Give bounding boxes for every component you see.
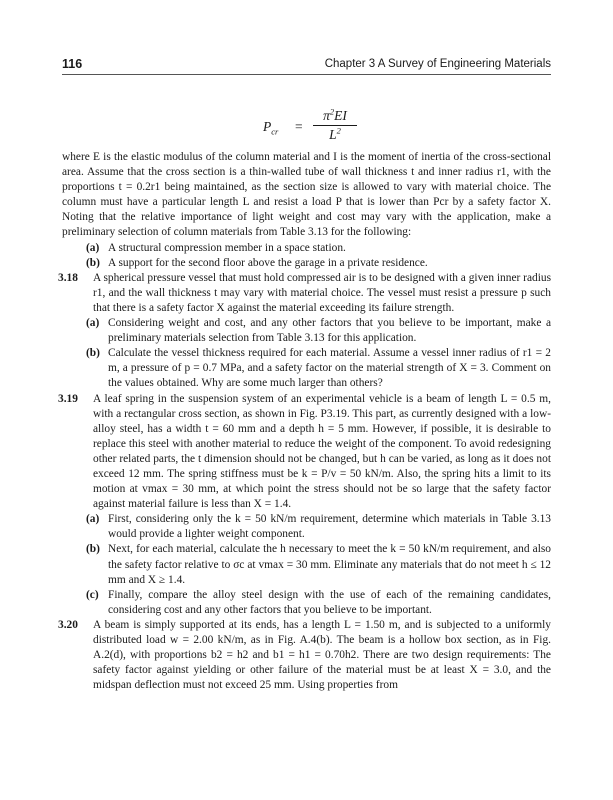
equation-denominator: $L^2$ (329, 125, 341, 142)
problem-3-18-item-b: (b) Calculate the vessel thickness required for each material. Assume a vessel inner radius of r1 = 2 m, a pressure of p = 0.7 MPa, and a safety factor on the material strength of X = 3. Comment on the values obtained. Why are some much larger than others? (86, 347, 551, 390)
problem-text: A beam is simply supported at its ends, has a length L = 1.50 m, and is subjected to a uniformly distributed load w = 2.00 kN/m, as in Fig. A.4(b). The beam is a hollow box section, as in Fig. A.2(d), with proportions b2 = h2 and b1 = h1 = 0.70h2. There are two design requirements: The safety factor against yielding or other failure of the material must be at least X = 3.0, and the midspan deflection must not exceed 25 mm. Using properties from (93, 618, 551, 692)
problem-3-18 (58, 271, 551, 316)
problem-number: 3.19 (58, 392, 78, 405)
chapter-title: Chapter 3 A Survey of Engineering Materials (324, 58, 551, 70)
problem-text: A leaf spring in the suspension system of an experimental vehicle is a beam of length L = 0.5 m, with a rectangular cross section, as shown in Fig. P3.19. This part, as currently designed with a low-alloy steel, has a width t = 60 mm and a depth h = 5 mm. However, if possible, it is desirable to replace this steel with another material to reduce the weight of the component. To avoid redesigning other related parts, the t dimension should not be changed, but h can be varied, as long as it does not exceed 12 mm. The spring stiffness must be k = P/v = 50 kN/m. Also, the spring hits a limit to its motion at vmax = 30 mm, at which point the stress should not be so large that the safety factor against material failure is less than X = 1.4. (93, 392, 551, 511)
page-header (62, 57, 551, 75)
problem-3-19 (58, 392, 551, 513)
problem-number: 3.20 (58, 618, 78, 631)
critical-load-equation: $P_{cr}$ = $\pi^2EI$ $L^2$ (263, 108, 363, 148)
problem-3-20 (58, 618, 551, 693)
equation-fraction (313, 108, 357, 143)
problem-text: A spherical pressure vessel that must hold compressed air is to be designed with a given inner radius r1, and the wall thickness t may vary with material choice. The vessel must resist a pressure p such that there is a safety factor X against the material exceeding its failure strength. (93, 271, 551, 314)
problem-3-18-item-a: (a) Considering weight and cost, and any other factors that you believe to be important, make a preliminary materials selection from Table 3.13 for this application. (86, 317, 551, 345)
page-number: 116 (62, 57, 83, 71)
header-rule (62, 74, 551, 75)
problem-3-19-item-a: (a) First, considering only the k = 50 kN/m requirement, determine which materials in Table 3.13 would provide a lighter weight component. (86, 513, 551, 541)
equation-numerator: $\pi^2EI$ (323, 106, 347, 123)
problem-number: 3.18 (58, 271, 78, 284)
page-body (58, 150, 551, 693)
problem-3-19-item-c: (c) Finally, compare the alloy steel design with the use of each of the remaining candidates, considering cost and any other factors that you believe to be important. (86, 588, 551, 616)
equation-lhs: $P_{cr}$ (263, 119, 279, 137)
intro-item-b: (b) A support for the second floor above the garage in a private residence. (86, 256, 428, 269)
intro-paragraph: where E is the elastic modulus of the column material and I is the moment of inertia of the cross-sectional area. Assume that the cross section is a thin-walled tube of wall thickness t and inner radius r1, with the proportions t = 0.2r1 being maintained, as the section size is allowed to vary with material choice. The column must have a particular length L and resist a load P that is lower than Pcr by a safety factor X. Noting that the relative importance of light weight and cost may vary with the application, make a preliminary selection of column materials from Table 3.13 for the following: (62, 151, 551, 239)
intro-item-a: (a) A structural compression member in a space station. (86, 241, 346, 254)
problem-3-19-item-b: (b) Next, for each material, calculate the h necessary to meet the k = 50 kN/m requirement, and also the safety factor relative to σc at vmax = 30 mm. Eliminate any materials that do not meet h ≤ 12 mm and X ≥ 1.4. (86, 543, 551, 586)
